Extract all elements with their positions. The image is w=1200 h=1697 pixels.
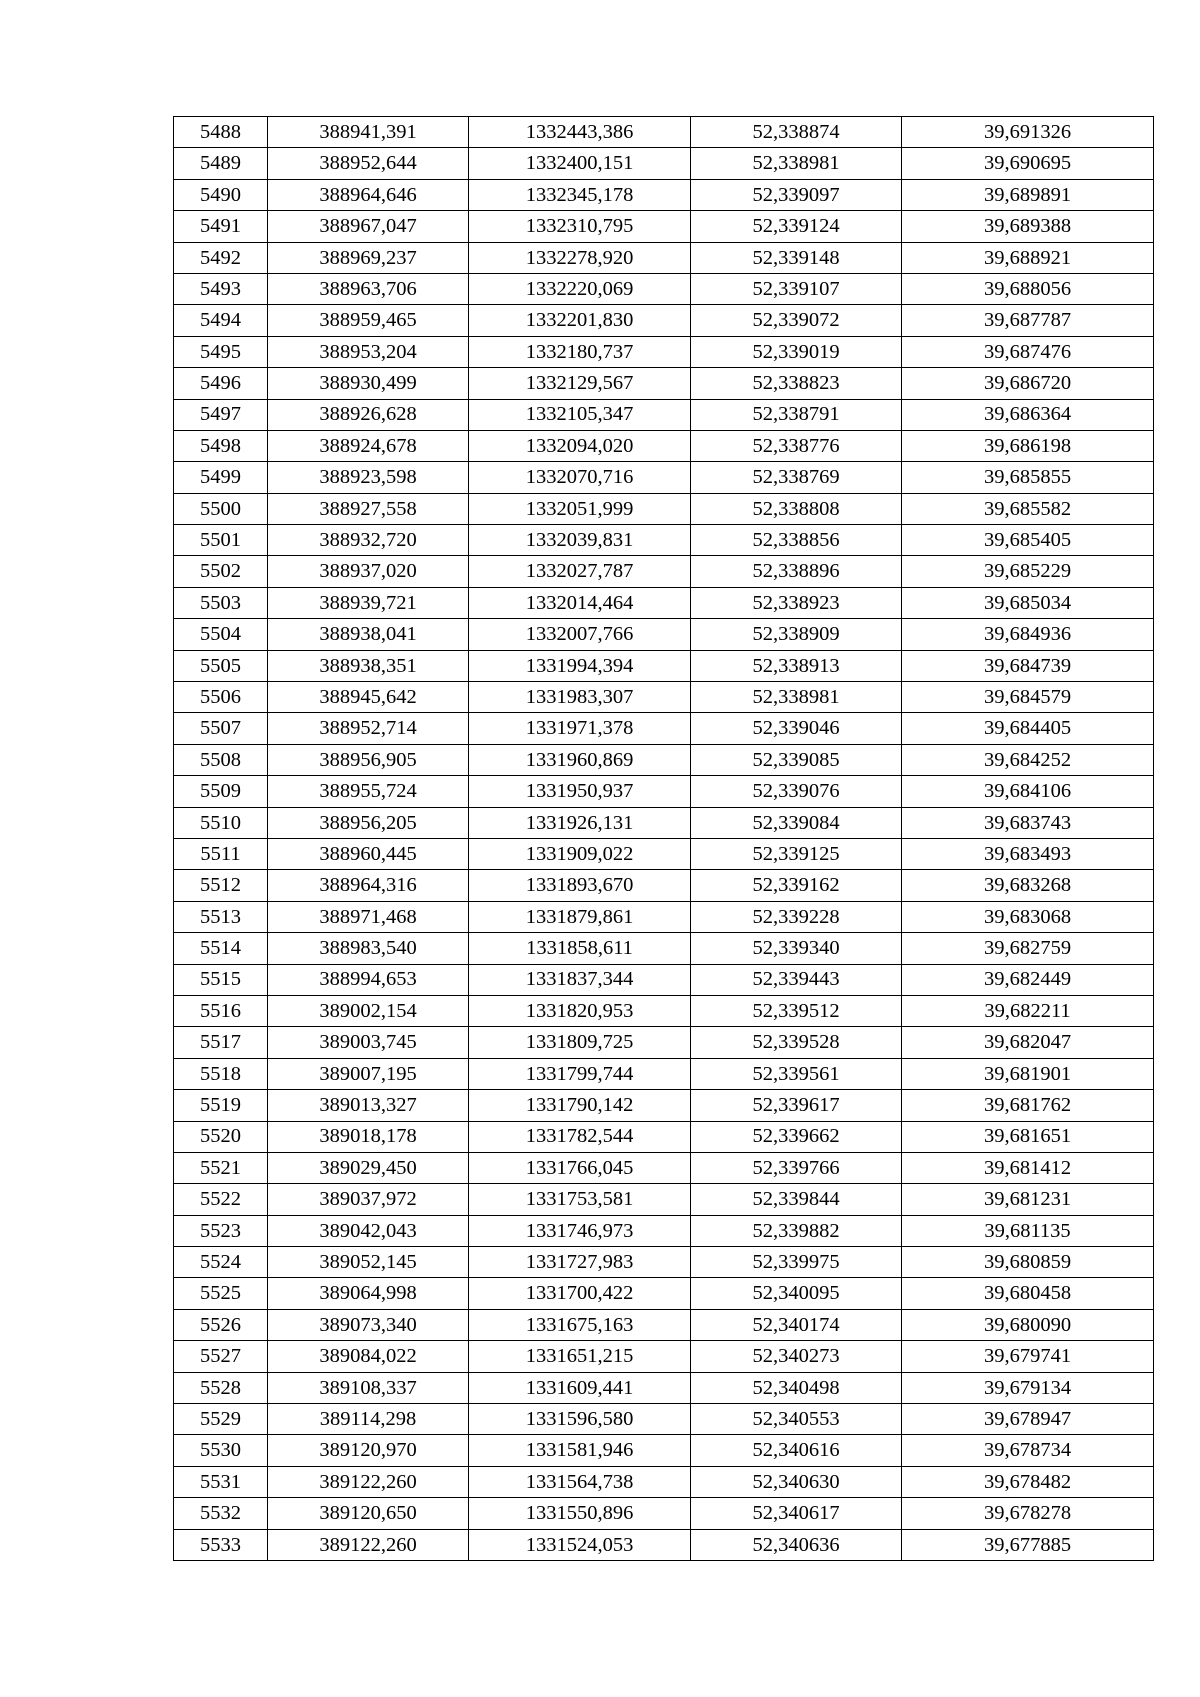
x-coordinate-cell: 389037,972 xyxy=(268,1184,469,1215)
latitude-cell: 52,338909 xyxy=(691,619,902,650)
latitude-cell: 52,339072 xyxy=(691,305,902,336)
latitude-cell: 52,339882 xyxy=(691,1215,902,1246)
y-coordinate-cell: 1331651,215 xyxy=(469,1341,691,1372)
y-coordinate-cell: 1332094,020 xyxy=(469,430,691,461)
table-row xyxy=(174,682,1154,713)
longitude-cell: 39,683268 xyxy=(902,870,1154,901)
longitude-cell: 39,688921 xyxy=(902,242,1154,273)
x-coordinate-cell: 388924,678 xyxy=(268,430,469,461)
table-row xyxy=(174,273,1154,304)
x-coordinate-cell: 389052,145 xyxy=(268,1247,469,1278)
y-coordinate-cell: 1332310,795 xyxy=(469,211,691,242)
longitude-cell: 39,681412 xyxy=(902,1152,1154,1183)
table-row xyxy=(174,399,1154,430)
y-coordinate-cell: 1331809,725 xyxy=(469,1027,691,1058)
x-coordinate-cell: 389122,260 xyxy=(268,1466,469,1497)
latitude-cell: 52,340617 xyxy=(691,1498,902,1529)
longitude-cell: 39,681135 xyxy=(902,1215,1154,1246)
x-coordinate-cell: 388967,047 xyxy=(268,211,469,242)
y-coordinate-cell: 1332443,386 xyxy=(469,117,691,148)
table-row xyxy=(174,1027,1154,1058)
table-row xyxy=(174,964,1154,995)
longitude-cell: 39,681231 xyxy=(902,1184,1154,1215)
x-coordinate-cell: 388941,391 xyxy=(268,117,469,148)
y-coordinate-cell: 1332400,151 xyxy=(469,148,691,179)
y-coordinate-cell: 1331564,738 xyxy=(469,1466,691,1497)
latitude-cell: 52,338896 xyxy=(691,556,902,587)
y-coordinate-cell: 1332014,464 xyxy=(469,587,691,618)
x-coordinate-cell: 388952,644 xyxy=(268,148,469,179)
latitude-cell: 52,338981 xyxy=(691,148,902,179)
table-row xyxy=(174,587,1154,618)
latitude-cell: 52,339125 xyxy=(691,838,902,869)
table-row xyxy=(174,1090,1154,1121)
x-coordinate-cell: 388938,041 xyxy=(268,619,469,650)
point-number-cell: 5503 xyxy=(174,587,268,618)
latitude-cell: 52,339148 xyxy=(691,242,902,273)
y-coordinate-cell: 1331960,869 xyxy=(469,744,691,775)
latitude-cell: 52,340616 xyxy=(691,1435,902,1466)
table-row xyxy=(174,1058,1154,1089)
x-coordinate-cell: 388927,558 xyxy=(268,493,469,524)
longitude-cell: 39,687787 xyxy=(902,305,1154,336)
coordinates-table-body xyxy=(174,117,1154,1561)
y-coordinate-cell: 1331753,581 xyxy=(469,1184,691,1215)
latitude-cell: 52,339662 xyxy=(691,1121,902,1152)
y-coordinate-cell: 1331879,861 xyxy=(469,901,691,932)
table-row xyxy=(174,493,1154,524)
latitude-cell: 52,339975 xyxy=(691,1247,902,1278)
point-number-cell: 5495 xyxy=(174,336,268,367)
y-coordinate-cell: 1332201,830 xyxy=(469,305,691,336)
point-number-cell: 5499 xyxy=(174,462,268,493)
table-row xyxy=(174,117,1154,148)
x-coordinate-cell: 389122,260 xyxy=(268,1529,469,1560)
table-row xyxy=(174,870,1154,901)
latitude-cell: 52,338791 xyxy=(691,399,902,430)
latitude-cell: 52,339228 xyxy=(691,901,902,932)
point-number-cell: 5515 xyxy=(174,964,268,995)
latitude-cell: 52,339561 xyxy=(691,1058,902,1089)
table-row xyxy=(174,556,1154,587)
x-coordinate-cell: 389018,178 xyxy=(268,1121,469,1152)
latitude-cell: 52,338856 xyxy=(691,525,902,556)
longitude-cell: 39,684579 xyxy=(902,682,1154,713)
table-row xyxy=(174,1215,1154,1246)
table-row xyxy=(174,305,1154,336)
latitude-cell: 52,339046 xyxy=(691,713,902,744)
x-coordinate-cell: 389003,745 xyxy=(268,1027,469,1058)
point-number-cell: 5506 xyxy=(174,682,268,713)
longitude-cell: 39,682449 xyxy=(902,964,1154,995)
table-row xyxy=(174,744,1154,775)
point-number-cell: 5488 xyxy=(174,117,268,148)
longitude-cell: 39,685405 xyxy=(902,525,1154,556)
longitude-cell: 39,684252 xyxy=(902,744,1154,775)
y-coordinate-cell: 1332129,567 xyxy=(469,368,691,399)
longitude-cell: 39,681762 xyxy=(902,1090,1154,1121)
longitude-cell: 39,681651 xyxy=(902,1121,1154,1152)
x-coordinate-cell: 389120,650 xyxy=(268,1498,469,1529)
table-row xyxy=(174,430,1154,461)
x-coordinate-cell: 388960,445 xyxy=(268,838,469,869)
point-number-cell: 5528 xyxy=(174,1372,268,1403)
y-coordinate-cell: 1331994,394 xyxy=(469,650,691,681)
coordinates-table xyxy=(173,116,1154,1561)
point-number-cell: 5513 xyxy=(174,901,268,932)
point-number-cell: 5501 xyxy=(174,525,268,556)
longitude-cell: 39,691326 xyxy=(902,117,1154,148)
y-coordinate-cell: 1331675,163 xyxy=(469,1309,691,1340)
point-number-cell: 5523 xyxy=(174,1215,268,1246)
longitude-cell: 39,681901 xyxy=(902,1058,1154,1089)
longitude-cell: 39,683068 xyxy=(902,901,1154,932)
longitude-cell: 39,685034 xyxy=(902,587,1154,618)
y-coordinate-cell: 1331581,946 xyxy=(469,1435,691,1466)
y-coordinate-cell: 1331550,896 xyxy=(469,1498,691,1529)
latitude-cell: 52,339443 xyxy=(691,964,902,995)
longitude-cell: 39,688056 xyxy=(902,273,1154,304)
table-row xyxy=(174,336,1154,367)
table-row xyxy=(174,211,1154,242)
latitude-cell: 52,339076 xyxy=(691,776,902,807)
point-number-cell: 5524 xyxy=(174,1247,268,1278)
longitude-cell: 39,682211 xyxy=(902,995,1154,1026)
longitude-cell: 39,683493 xyxy=(902,838,1154,869)
table-row xyxy=(174,1309,1154,1340)
latitude-cell: 52,339085 xyxy=(691,744,902,775)
longitude-cell: 39,678947 xyxy=(902,1404,1154,1435)
longitude-cell: 39,677885 xyxy=(902,1529,1154,1560)
table-row xyxy=(174,1404,1154,1435)
latitude-cell: 52,339084 xyxy=(691,807,902,838)
longitude-cell: 39,683743 xyxy=(902,807,1154,838)
x-coordinate-cell: 388923,598 xyxy=(268,462,469,493)
x-coordinate-cell: 389064,998 xyxy=(268,1278,469,1309)
y-coordinate-cell: 1331596,580 xyxy=(469,1404,691,1435)
latitude-cell: 52,339528 xyxy=(691,1027,902,1058)
point-number-cell: 5508 xyxy=(174,744,268,775)
x-coordinate-cell: 388930,499 xyxy=(268,368,469,399)
longitude-cell: 39,685582 xyxy=(902,493,1154,524)
y-coordinate-cell: 1331700,422 xyxy=(469,1278,691,1309)
latitude-cell: 52,339162 xyxy=(691,870,902,901)
y-coordinate-cell: 1332007,766 xyxy=(469,619,691,650)
x-coordinate-cell: 388938,351 xyxy=(268,650,469,681)
latitude-cell: 52,339124 xyxy=(691,211,902,242)
x-coordinate-cell: 388971,468 xyxy=(268,901,469,932)
longitude-cell: 39,680458 xyxy=(902,1278,1154,1309)
point-number-cell: 5511 xyxy=(174,838,268,869)
y-coordinate-cell: 1331909,022 xyxy=(469,838,691,869)
x-coordinate-cell: 388937,020 xyxy=(268,556,469,587)
x-coordinate-cell: 389114,298 xyxy=(268,1404,469,1435)
longitude-cell: 39,679134 xyxy=(902,1372,1154,1403)
table-row xyxy=(174,650,1154,681)
y-coordinate-cell: 1331727,983 xyxy=(469,1247,691,1278)
table-row xyxy=(174,1247,1154,1278)
point-number-cell: 5490 xyxy=(174,179,268,210)
x-coordinate-cell: 389029,450 xyxy=(268,1152,469,1183)
longitude-cell: 39,680090 xyxy=(902,1309,1154,1340)
latitude-cell: 52,340174 xyxy=(691,1309,902,1340)
y-coordinate-cell: 1332105,347 xyxy=(469,399,691,430)
x-coordinate-cell: 389120,970 xyxy=(268,1435,469,1466)
y-coordinate-cell: 1331782,544 xyxy=(469,1121,691,1152)
y-coordinate-cell: 1332180,737 xyxy=(469,336,691,367)
x-coordinate-cell: 388963,706 xyxy=(268,273,469,304)
longitude-cell: 39,686364 xyxy=(902,399,1154,430)
point-number-cell: 5502 xyxy=(174,556,268,587)
longitude-cell: 39,680859 xyxy=(902,1247,1154,1278)
x-coordinate-cell: 388956,905 xyxy=(268,744,469,775)
longitude-cell: 39,689388 xyxy=(902,211,1154,242)
latitude-cell: 52,339019 xyxy=(691,336,902,367)
y-coordinate-cell: 1331746,973 xyxy=(469,1215,691,1246)
longitude-cell: 39,678278 xyxy=(902,1498,1154,1529)
point-number-cell: 5531 xyxy=(174,1466,268,1497)
longitude-cell: 39,689891 xyxy=(902,179,1154,210)
x-coordinate-cell: 388953,204 xyxy=(268,336,469,367)
point-number-cell: 5492 xyxy=(174,242,268,273)
latitude-cell: 52,340498 xyxy=(691,1372,902,1403)
table-row xyxy=(174,807,1154,838)
x-coordinate-cell: 388994,653 xyxy=(268,964,469,995)
y-coordinate-cell: 1332027,787 xyxy=(469,556,691,587)
x-coordinate-cell: 388983,540 xyxy=(268,933,469,964)
point-number-cell: 5512 xyxy=(174,870,268,901)
longitude-cell: 39,684739 xyxy=(902,650,1154,681)
longitude-cell: 39,687476 xyxy=(902,336,1154,367)
point-number-cell: 5521 xyxy=(174,1152,268,1183)
point-number-cell: 5530 xyxy=(174,1435,268,1466)
y-coordinate-cell: 1331790,142 xyxy=(469,1090,691,1121)
point-number-cell: 5527 xyxy=(174,1341,268,1372)
longitude-cell: 39,682047 xyxy=(902,1027,1154,1058)
table-row xyxy=(174,1278,1154,1309)
table-row xyxy=(174,1529,1154,1560)
latitude-cell: 52,338769 xyxy=(691,462,902,493)
point-number-cell: 5522 xyxy=(174,1184,268,1215)
latitude-cell: 52,339097 xyxy=(691,179,902,210)
latitude-cell: 52,338776 xyxy=(691,430,902,461)
point-number-cell: 5529 xyxy=(174,1404,268,1435)
longitude-cell: 39,690695 xyxy=(902,148,1154,179)
longitude-cell: 39,684405 xyxy=(902,713,1154,744)
point-number-cell: 5533 xyxy=(174,1529,268,1560)
latitude-cell: 52,338823 xyxy=(691,368,902,399)
x-coordinate-cell: 388956,205 xyxy=(268,807,469,838)
point-number-cell: 5519 xyxy=(174,1090,268,1121)
x-coordinate-cell: 388959,465 xyxy=(268,305,469,336)
y-coordinate-cell: 1332039,831 xyxy=(469,525,691,556)
point-number-cell: 5493 xyxy=(174,273,268,304)
point-number-cell: 5532 xyxy=(174,1498,268,1529)
point-number-cell: 5514 xyxy=(174,933,268,964)
point-number-cell: 5497 xyxy=(174,399,268,430)
point-number-cell: 5505 xyxy=(174,650,268,681)
x-coordinate-cell: 388926,628 xyxy=(268,399,469,430)
table-row xyxy=(174,1184,1154,1215)
latitude-cell: 52,340630 xyxy=(691,1466,902,1497)
latitude-cell: 52,339844 xyxy=(691,1184,902,1215)
x-coordinate-cell: 389073,340 xyxy=(268,1309,469,1340)
y-coordinate-cell: 1332345,178 xyxy=(469,179,691,210)
y-coordinate-cell: 1331950,937 xyxy=(469,776,691,807)
point-number-cell: 5525 xyxy=(174,1278,268,1309)
y-coordinate-cell: 1332070,716 xyxy=(469,462,691,493)
y-coordinate-cell: 1331799,744 xyxy=(469,1058,691,1089)
latitude-cell: 52,338913 xyxy=(691,650,902,681)
y-coordinate-cell: 1331971,378 xyxy=(469,713,691,744)
x-coordinate-cell: 389084,022 xyxy=(268,1341,469,1372)
longitude-cell: 39,686720 xyxy=(902,368,1154,399)
table-row xyxy=(174,148,1154,179)
table-row xyxy=(174,1152,1154,1183)
longitude-cell: 39,678482 xyxy=(902,1466,1154,1497)
longitude-cell: 39,686198 xyxy=(902,430,1154,461)
y-coordinate-cell: 1332220,069 xyxy=(469,273,691,304)
x-coordinate-cell: 388945,642 xyxy=(268,682,469,713)
point-number-cell: 5516 xyxy=(174,995,268,1026)
x-coordinate-cell: 389013,327 xyxy=(268,1090,469,1121)
x-coordinate-cell: 388964,316 xyxy=(268,870,469,901)
longitude-cell: 39,679741 xyxy=(902,1341,1154,1372)
table-row xyxy=(174,995,1154,1026)
point-number-cell: 5494 xyxy=(174,305,268,336)
table-row xyxy=(174,713,1154,744)
x-coordinate-cell: 388952,714 xyxy=(268,713,469,744)
y-coordinate-cell: 1332051,999 xyxy=(469,493,691,524)
point-number-cell: 5518 xyxy=(174,1058,268,1089)
x-coordinate-cell: 389042,043 xyxy=(268,1215,469,1246)
x-coordinate-cell: 389108,337 xyxy=(268,1372,469,1403)
x-coordinate-cell: 388939,721 xyxy=(268,587,469,618)
x-coordinate-cell: 388932,720 xyxy=(268,525,469,556)
point-number-cell: 5489 xyxy=(174,148,268,179)
latitude-cell: 52,339512 xyxy=(691,995,902,1026)
table-row xyxy=(174,179,1154,210)
point-number-cell: 5507 xyxy=(174,713,268,744)
point-number-cell: 5526 xyxy=(174,1309,268,1340)
longitude-cell: 39,685229 xyxy=(902,556,1154,587)
y-coordinate-cell: 1331609,441 xyxy=(469,1372,691,1403)
x-coordinate-cell: 389002,154 xyxy=(268,995,469,1026)
latitude-cell: 52,340273 xyxy=(691,1341,902,1372)
longitude-cell: 39,682759 xyxy=(902,933,1154,964)
latitude-cell: 52,339107 xyxy=(691,273,902,304)
longitude-cell: 39,685855 xyxy=(902,462,1154,493)
table-row xyxy=(174,525,1154,556)
x-coordinate-cell: 388964,646 xyxy=(268,179,469,210)
point-number-cell: 5517 xyxy=(174,1027,268,1058)
table-row xyxy=(174,1498,1154,1529)
table-row xyxy=(174,1341,1154,1372)
y-coordinate-cell: 1331983,307 xyxy=(469,682,691,713)
table-row xyxy=(174,1466,1154,1497)
latitude-cell: 52,340553 xyxy=(691,1404,902,1435)
longitude-cell: 39,678734 xyxy=(902,1435,1154,1466)
table-row xyxy=(174,368,1154,399)
latitude-cell: 52,338923 xyxy=(691,587,902,618)
point-number-cell: 5510 xyxy=(174,807,268,838)
y-coordinate-cell: 1331766,045 xyxy=(469,1152,691,1183)
latitude-cell: 52,338981 xyxy=(691,682,902,713)
latitude-cell: 52,339766 xyxy=(691,1152,902,1183)
y-coordinate-cell: 1332278,920 xyxy=(469,242,691,273)
y-coordinate-cell: 1331820,953 xyxy=(469,995,691,1026)
point-number-cell: 5520 xyxy=(174,1121,268,1152)
point-number-cell: 5504 xyxy=(174,619,268,650)
table-row xyxy=(174,1121,1154,1152)
point-number-cell: 5491 xyxy=(174,211,268,242)
table-row xyxy=(174,242,1154,273)
latitude-cell: 52,340095 xyxy=(691,1278,902,1309)
y-coordinate-cell: 1331858,611 xyxy=(469,933,691,964)
table-row xyxy=(174,462,1154,493)
point-number-cell: 5498 xyxy=(174,430,268,461)
latitude-cell: 52,338874 xyxy=(691,117,902,148)
point-number-cell: 5509 xyxy=(174,776,268,807)
longitude-cell: 39,684106 xyxy=(902,776,1154,807)
x-coordinate-cell: 388969,237 xyxy=(268,242,469,273)
table-row xyxy=(174,1435,1154,1466)
table-row xyxy=(174,933,1154,964)
table-row xyxy=(174,619,1154,650)
table-row xyxy=(174,838,1154,869)
point-number-cell: 5500 xyxy=(174,493,268,524)
y-coordinate-cell: 1331893,670 xyxy=(469,870,691,901)
table-row xyxy=(174,1372,1154,1403)
y-coordinate-cell: 1331837,344 xyxy=(469,964,691,995)
latitude-cell: 52,339617 xyxy=(691,1090,902,1121)
latitude-cell: 52,339340 xyxy=(691,933,902,964)
table-row xyxy=(174,776,1154,807)
longitude-cell: 39,684936 xyxy=(902,619,1154,650)
latitude-cell: 52,340636 xyxy=(691,1529,902,1560)
y-coordinate-cell: 1331926,131 xyxy=(469,807,691,838)
x-coordinate-cell: 389007,195 xyxy=(268,1058,469,1089)
y-coordinate-cell: 1331524,053 xyxy=(469,1529,691,1560)
point-number-cell: 5496 xyxy=(174,368,268,399)
latitude-cell: 52,338808 xyxy=(691,493,902,524)
x-coordinate-cell: 388955,724 xyxy=(268,776,469,807)
table-row xyxy=(174,901,1154,932)
